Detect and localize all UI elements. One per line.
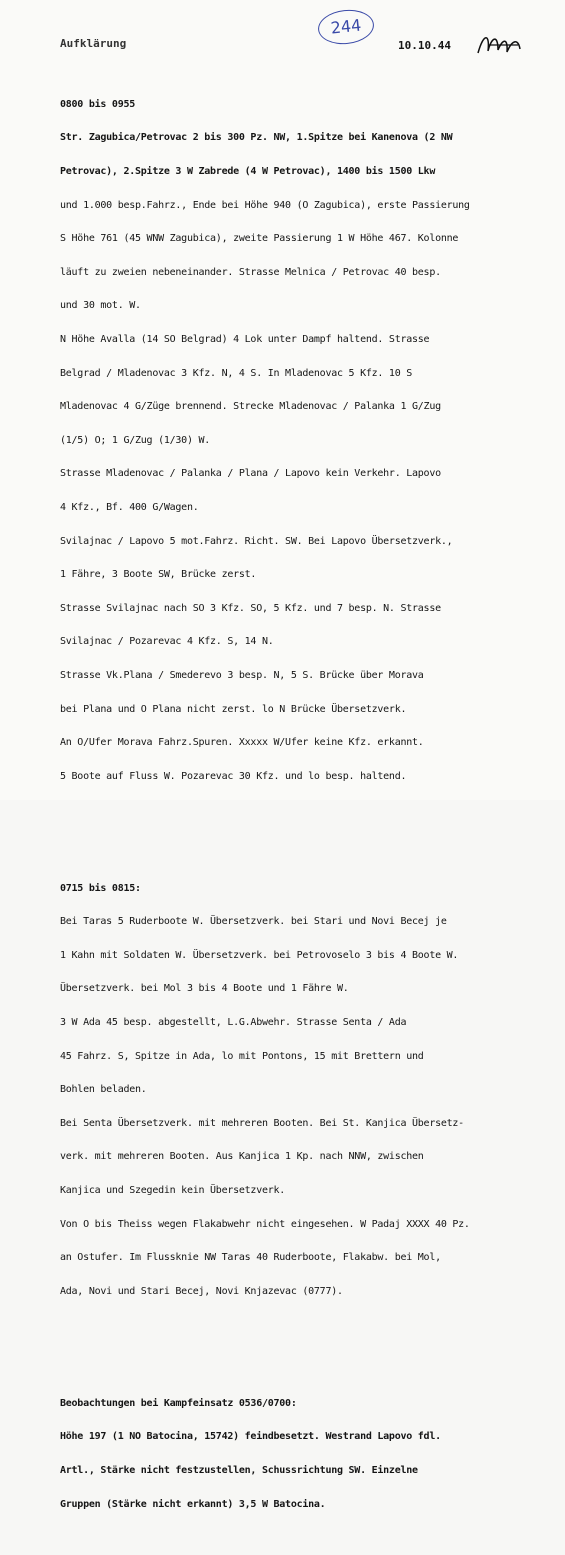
- report-line: (1/5) O; 1 G/Zug (1/30) W.: [60, 434, 211, 446]
- page-number-stamp: 244: [316, 7, 375, 47]
- report-line: Svilajnac / Lapovo 5 mot.Fahrz. Richt. SW. Bei Lapovo Übersetzverk.,: [60, 535, 453, 547]
- report-line: Gruppen (Stärke nicht erkannt) 3,5 W Batocina.: [60, 1498, 326, 1510]
- report-line: 1 Fähre, 3 Boote SW, Brücke zerst.: [60, 569, 257, 581]
- section-heading: 0800 bis 0955: [60, 98, 136, 110]
- section-gap: [60, 827, 558, 838]
- report-line: 4 Kfz., Bf. 400 G/Wagen.: [60, 501, 199, 513]
- section-heading: 0715 bis 0815:: [60, 882, 141, 894]
- report-text: [60, 54, 558, 1555]
- document-date: 10.10.44: [398, 39, 451, 52]
- report-line: 3 W Ada 45 besp. abgestellt, L.G.Abwehr. Strasse Senta / Ada: [60, 1017, 407, 1029]
- section-gap: [60, 1342, 558, 1353]
- report-line: verk. mit mehreren Booten. Aus Kanjica 1 Kp. nach NNW, zwischen: [60, 1151, 424, 1163]
- report-line: Svilajnac / Pozarevac 4 Kfz. S, 14 N.: [60, 636, 274, 648]
- report-line: Kanjica und Szegedin kein Übersetzverk.: [60, 1185, 286, 1197]
- report-line: Bei Senta Übersetzverk. mit mehreren Booten. Bei St. Kanjica Übersetz-: [60, 1117, 464, 1129]
- report-line: Ada, Novi und Stari Becej, Novi Knjazevac (0777).: [60, 1285, 343, 1297]
- report-line: Str. Zagubica/Petrovac 2 bis 300 Pz. NW, 1.Spitze bei Kanenova (2 NW: [60, 132, 453, 144]
- report-line: und 1.000 besp.Fahrz., Ende bei Höhe 940 (O Zagubica), erste Passierung: [60, 199, 470, 211]
- report-line: 5 Boote auf Fluss W. Pozarevac 30 Kfz. und lo besp. haltend.: [60, 770, 407, 782]
- report-line: Artl., Stärke nicht festzustellen, Schussrichtung SW. Einzelne: [60, 1465, 418, 1476]
- report-line: S Höhe 761 (45 WNW Zagubica), zweite Passierung 1 W Höhe 467. Kolonne: [60, 233, 459, 245]
- report-line: und 30 mot. W.: [60, 300, 141, 312]
- report-line: N Höhe Avalla (14 SO Belgrad) 4 Lok unter Dampf haltend. Strasse: [60, 333, 430, 345]
- report-line: bei Plana und O Plana nicht zerst. lo N Brücke Übersetzverk.: [60, 703, 407, 715]
- header-left: Aufklärung: [60, 37, 127, 50]
- report-line: Petrovac), 2.Spitze 3 W Zabrede (4 W Petrovac), 1400 bis 1500 Lkw: [60, 166, 436, 177]
- report-line: an Ostufer. Im Flussknie NW Taras 40 Ruderboote, Flakabw. bei Mol,: [60, 1252, 441, 1264]
- section-2: [60, 860, 558, 1319]
- report-line: Strasse Mladenovac / Palanka / Plana / Lapovo kein Verkehr. Lapovo: [60, 468, 441, 480]
- section-heading: Beobachtungen bei Kampfeinsatz 0536/0700:: [60, 1397, 297, 1409]
- report-line: läuft zu zweien nebeneinander. Strasse Melnica / Petrovac 40 besp.: [60, 266, 441, 278]
- report-line: Belgrad / Mladenovac 3 Kfz. N, 4 S. In Mladenovac 5 Kfz. 10 S: [60, 367, 413, 379]
- report-line: Übersetzverk. bei Mol 3 bis 4 Boote und 1 Fähre W.: [60, 983, 349, 995]
- report-line: Mladenovac 4 G/Züge brennend. Strecke Mladenovac / Palanka 1 G/Zug: [60, 401, 441, 413]
- report-line: Bei Taras 5 Ruderboote W. Übersetzverk. bei Stari und Novi Becej je: [60, 916, 447, 928]
- report-line: Von O bis Theiss wegen Flakabwehr nicht eingesehen. W Padaj XXXX 40 Pz.: [60, 1218, 470, 1230]
- report-line: 45 Fahrz. S, Spitze in Ada, lo mit Pontons, 15 mit Brettern und: [60, 1050, 424, 1062]
- section-1: [60, 76, 558, 804]
- report-line: 1 Kahn mit Soldaten W. Übersetzverk. bei Petrovoselo 3 bis 4 Boote W.: [60, 949, 459, 961]
- report-line: Höhe 197 (1 NO Batocina, 15742) feindbesetzt. Westrand Lapovo fdl.: [60, 1431, 441, 1443]
- report-line: Bohlen beladen.: [60, 1084, 147, 1096]
- report-line: Strasse Svilajnac nach SO 3 Kfz. SO, 5 Kfz. und 7 besp. N. Strasse: [60, 602, 441, 614]
- report-line: Strasse Vk.Plana / Smederevo 3 besp. N, 5 S. Brücke über Morava: [60, 669, 424, 681]
- report-line: An O/Ufer Morava Fahrz.Spuren. Xxxxx W/Ufer keine Kfz. erkannt.: [60, 737, 424, 749]
- section-3: [60, 1375, 558, 1532]
